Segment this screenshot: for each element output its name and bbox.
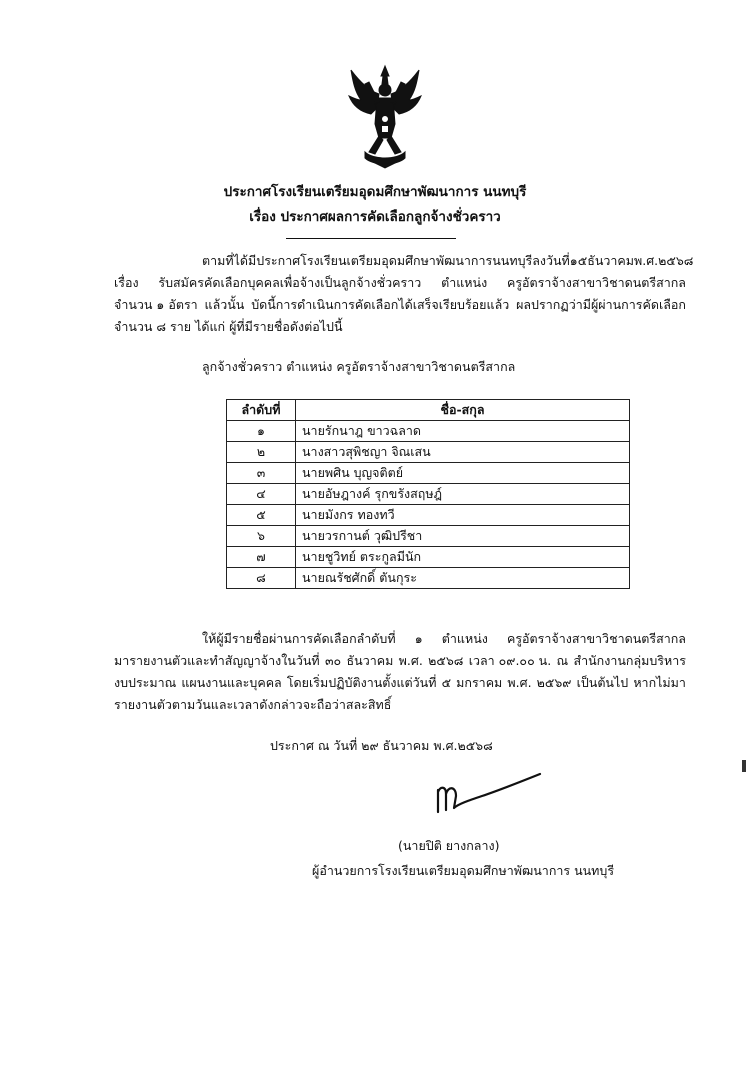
intro-line: จำนวน ๑ อัตรา แล้วนั้น บัดนี้การดำเนินการคัดเลือกได้เสร็จเรียบร้อยแล้ว ผลปรากฏว่ามีผู้ผ่านการคัดเลือก (114, 297, 686, 312)
table-row (227, 421, 630, 442)
row-name: นายรักนาฎ ขาวฉลาด (296, 421, 630, 442)
table-row (227, 526, 630, 547)
table-row (227, 484, 630, 505)
row-name: นายชูวิทย์ ตระกูลมีนัก (296, 547, 630, 568)
selected-candidates-table (226, 399, 630, 589)
row-number: ๔ (227, 484, 296, 505)
table-row (227, 568, 630, 589)
row-name: นายอัษฎางค์ รุกขรังสฤษฎ์ (296, 484, 630, 505)
table-row (227, 442, 630, 463)
intro-line: จำนวน ๘ ราย ได้แก่ ผู้ที่มีรายชื่อดังต่อไปนี้ (114, 319, 343, 334)
intro-line: ตามที่ได้มีประกาศโรงเรียนเตรียมอุดมศึกษาพัฒนาการ นนทบุรี ลงวันที่ ๑๕ ธันวาคม พ.ศ.๒๕๖๘ (202, 253, 694, 268)
row-name: นายวรกานต์ วุฒิปรีชา (296, 526, 630, 547)
document-subject: เรื่อง ประกาศผลการคัดเลือกลูกจ้างชั่วคราว (249, 209, 501, 225)
garuda-emblem-icon (345, 64, 425, 169)
column-header-order: ลำดับที่ (227, 400, 296, 421)
table-row (227, 463, 630, 484)
instructions-line: มารายงานตัวและทำสัญญาจ้างในวันที่ ๓๐ ธันวาคม พ.ศ. ๒๕๖๘ เวลา ๐๙.๐๐ น. ณ สำนักงานกลุ่มบริหาร (114, 653, 686, 668)
signatory-name: (นายปิติ ยางกลาง) (398, 838, 500, 853)
intro-line: เรื่อง รับสมัครคัดเลือกบุคคลเพื่อจ้างเป็นลูกจ้างชั่วคราว ตำแหน่ง ครูอัตราจ้างสาขาวิชาดนตรีสากล (114, 275, 686, 290)
handwritten-signature-icon (430, 770, 550, 830)
position-subheading: ลูกจ้างชั่วคราว ตำแหน่ง ครูอัตราจ้างสาขาวิชาดนตรีสากล (202, 359, 516, 374)
intro-paragraph (114, 250, 694, 338)
scan-edge-mark (742, 760, 746, 772)
table-header-row (227, 400, 630, 421)
title-divider (286, 238, 456, 239)
instructions-line: รายงานตัวตามวันและเวลาดังกล่าวจะถือว่าสละสิทธิ์ (114, 697, 392, 712)
instructions-line: งบประมาณ แผนงานและบุคคล โดยเริ่มปฏิบัติงานตั้งแต่วันที่ ๕ มกราคม พ.ศ. ๒๕๖๙ เป็นต้นไป หากไม่มา (114, 675, 686, 690)
announcement-date: ประกาศ ณ วันที่ ๒๙ ธันวาคม พ.ศ.๒๕๖๘ (270, 738, 493, 753)
row-number: ๒ (227, 442, 296, 463)
document-title: ประกาศโรงเรียนเตรียมอุดมศึกษาพัฒนาการ นนทบุรี (223, 184, 527, 200)
row-number: ๕ (227, 505, 296, 526)
row-name: นายพศิน บุญจติตย์ (296, 463, 630, 484)
table-row (227, 547, 630, 568)
table-row (227, 505, 630, 526)
row-number: ๑ (227, 421, 296, 442)
signatory-position: ผู้อำนวยการโรงเรียนเตรียมอุดมศึกษาพัฒนาการ นนทบุรี (312, 863, 615, 878)
row-name: นางสาวสุพิชญา จิณเสน (296, 442, 630, 463)
column-header-name: ชื่อ-สกุล (296, 400, 630, 421)
row-name: นายมังกร ทองทวี (296, 505, 630, 526)
instructions-line: ให้ผู้มีรายชื่อผ่านการคัดเลือกลำดับที่ ๑ ตำแหน่ง ครูอัตราจ้างสาขาวิชาดนตรีสากล (202, 631, 686, 646)
row-number: ๘ (227, 568, 296, 589)
row-number: ๖ (227, 526, 296, 547)
row-name: นายณรัชศักดิ์ ตันกุระ (296, 568, 630, 589)
row-number: ๗ (227, 547, 296, 568)
row-number: ๓ (227, 463, 296, 484)
instructions-paragraph (114, 628, 686, 716)
